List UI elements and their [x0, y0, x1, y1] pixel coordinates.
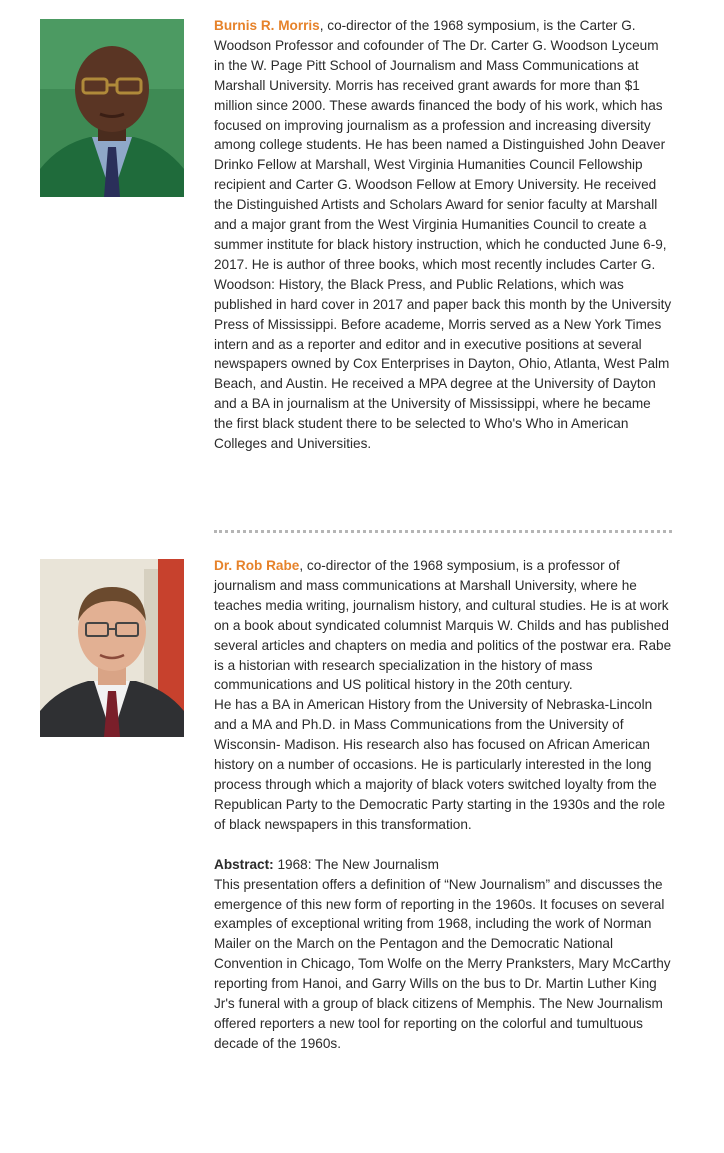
bio-morris	[214, 16, 672, 454]
abstract-body: This presentation offers a definition of “New Journalism” and discusses the emergence of this new form of reporting in the 1960s. It focuses on several examples of exceptional writing from 1968, including the work of Norman Mailer on the March on the Pentagon and the Democratic National Convention in Chicago, Tom Wolfe on the Merry Pranksters, Mary McCarthy reporting from Hanoi, and Garry Wills on the bus to Dr. Martin Luther King Jr's funeral with a group of black citizens of Memphis. The New Journalism offered reporters a new tool for reporting on the colorful and tumultuous decade of the 1960s.	[214, 876, 671, 1051]
abstract-heading	[214, 855, 672, 875]
paragraph-gap	[214, 835, 672, 855]
bio-paragraph	[214, 16, 672, 454]
abstract-label: Abstract:	[214, 856, 274, 872]
bio-text: , co-director of the 1968 symposium, is a professor of journalism and mass communications at Marshall University, where he teaches media writing, journalism history, and cultural studies. He is at work on a book about syndicated columnist Marquis W. Childs and has published several articles and chapters on media and politics of the postwar era. Rabe is a historian with research specialization in the history of mass communications and US political history in the 20th century.	[214, 558, 672, 693]
abstract-title: 1968: The New Journalism	[273, 856, 439, 872]
bio-rabe	[214, 556, 672, 1054]
person-name: Burnis R. Morris	[214, 18, 320, 33]
person-name: Dr. Rob Rabe	[214, 558, 300, 573]
bio-paragraph	[214, 556, 672, 695]
section-divider	[214, 530, 672, 533]
bio-text: , co-director of the 1968 symposium, is the Carter G. Woodson Professor and cofounder of The Dr. Carter G. Woodson Lyceum in the W. Page Pitt School of Journalism and Mass Communications at Marshall University. Morris has received grant awards for more than $1 million since 2000. These awards financed the body of his work, which has focused on improving journalism as a profession and increasing diversity among college students. He has been named a Distinguished John Deaver Drinko Fellow at Marshall, West Virginia Humanities Council Fellowship recipient and Carter G. Woodson Fellow at Emory University. He received the Distinguished Artists and Scholars Award for senior faculty at Marshall and a major grant from the West Virginia Humanities Council to create a summer institute for black history instruction, which he conducted June 6-9, 2017. He is author of three books, which most recently includes Carter G. Woodson: History, the Black Press, and Public Relations, which was published in hard cover in 2017 and paper back this month by the University Press of Mississippi. Before academe, Morris served as a New York Times intern and as a reporter and editor and in executive positions at several newspapers owned by Cox Enterprises in Dayton, Ohio, Atlanta, West Palm Beach, and Austin. He received a MPA degree at the University of Dayton and a BA in journalism at the University of Mississippi, where he became the first black student there to be selected to Who's Who in American Colleges and Universities.	[214, 18, 672, 452]
bio-paragraph: He has a BA in American History from the University of Nebraska-Lincoln and a MA and Ph.D. in Mass Communications from the University of Wisconsin- Madison. His research also has focused on African American history on a number of occasions. He is particularly interested in the long process through which a majority of black voters switched loyalty from the Republican Party to the Democratic Party starting in the 1930s and the role of black newspapers in this transformation.	[214, 697, 666, 832]
portrait-photo-rabe	[40, 559, 184, 737]
portrait-photo-morris	[40, 19, 184, 197]
